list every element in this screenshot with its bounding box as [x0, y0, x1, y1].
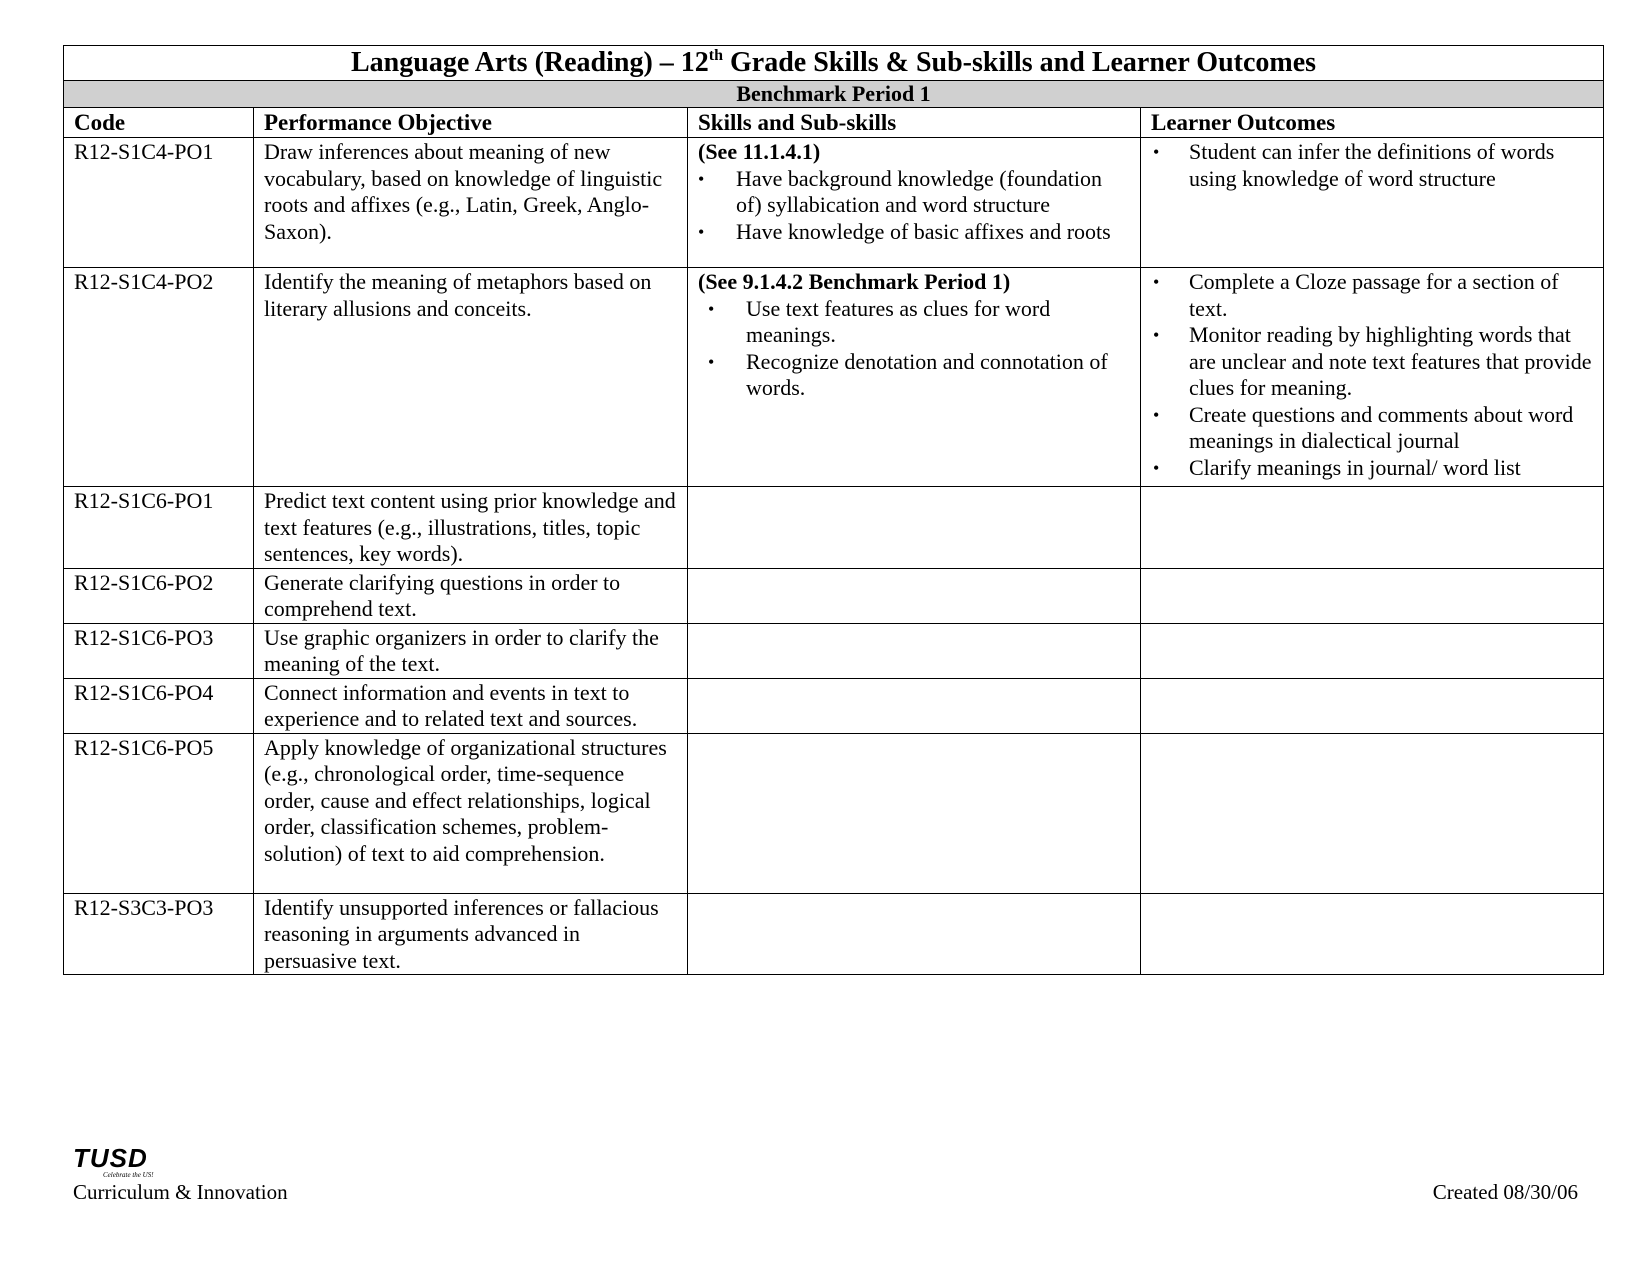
- table-row: [64, 678, 1604, 733]
- table-row: [64, 623, 1604, 678]
- code-cell: R12-S1C6-PO1: [64, 487, 254, 569]
- table-row: [64, 733, 1604, 893]
- period-row: [64, 81, 1604, 108]
- page-title: Language Arts (Reading) – 12th Grade Skills & Sub-skills and Learner Outcomes: [64, 46, 1604, 81]
- objective-cell: Apply knowledge of organizational structures (e.g., chronological order, time-sequence order, cause and effect relationships, logical order, classification schemes, problem-solution) of text to aid comprehension.: [254, 733, 688, 893]
- outcomes-cell: [1141, 623, 1604, 678]
- skills-cell: [688, 623, 1141, 678]
- logo-tagline: Celebrate the US!: [103, 1171, 154, 1179]
- skills-reference: (See 11.1.4.1): [698, 139, 821, 164]
- objective-cell: Connect information and events in text to experience and to related text and sources.: [254, 678, 688, 733]
- objective-cell: Generate clarifying questions in order to comprehend text.: [254, 568, 688, 623]
- objective-cell: Identify the meaning of metaphors based on literary allusions and conceits.: [254, 268, 688, 487]
- footer-department: Curriculum & Innovation: [73, 1180, 288, 1204]
- objective-cell: Identify unsupported inferences or fallacious reasoning in arguments advanced in persuasive text.: [254, 893, 688, 975]
- logo-text: TUSD: [73, 1143, 148, 1173]
- benchmark-period: Benchmark Period 1: [64, 81, 1604, 108]
- col-header-code: Code: [64, 108, 254, 138]
- code-cell: R12-S1C6-PO4: [64, 678, 254, 733]
- skills-list: [698, 296, 1130, 402]
- code-cell: R12-S1C4-PO1: [64, 138, 254, 268]
- table-row: [64, 487, 1604, 569]
- objective-cell: Use graphic organizers in order to clarify the meaning of the text.: [254, 623, 688, 678]
- skills-cell: [688, 268, 1141, 487]
- code-cell: R12-S1C6-PO3: [64, 623, 254, 678]
- title-row: [64, 46, 1604, 81]
- skills-cell: [688, 893, 1141, 975]
- outcomes-cell: [1141, 893, 1604, 975]
- outcomes-cell: [1141, 487, 1604, 569]
- header-row: [64, 108, 1604, 138]
- skill-item: • Use text features as clues for word meanings.: [698, 296, 1130, 349]
- outcome-item: • Monitor reading by highlighting words that are unclear and note text features that provide clues for meaning.: [1151, 322, 1593, 402]
- table-row: [64, 268, 1604, 487]
- table-row: [64, 893, 1604, 975]
- objective-cell: Predict text content using prior knowledge and text features (e.g., illustrations, titles, topic sentences, key words).: [254, 487, 688, 569]
- table-row: [64, 138, 1604, 268]
- code-cell: R12-S1C4-PO2: [64, 268, 254, 487]
- skill-item: • Have knowledge of basic affixes and roots: [698, 219, 1130, 246]
- table-row: [64, 568, 1604, 623]
- col-header-outcomes: Learner Outcomes: [1141, 108, 1604, 138]
- col-header-skills: Skills and Sub-skills: [688, 108, 1141, 138]
- outcomes-list: [1151, 269, 1593, 481]
- skill-item: • Recognize denotation and connotation of words.: [698, 349, 1130, 402]
- skills-cell: [688, 568, 1141, 623]
- outcome-item: • Clarify meanings in journal/ word list: [1151, 455, 1593, 482]
- outcome-item: • Student can infer the definitions of words using knowledge of word structure: [1151, 139, 1593, 192]
- outcome-item: • Complete a Cloze passage for a section of text.: [1151, 269, 1593, 322]
- outcomes-cell: [1141, 268, 1604, 487]
- code-cell: R12-S3C3-PO3: [64, 893, 254, 975]
- outcomes-list: [1151, 139, 1593, 192]
- col-header-objective: Performance Objective: [254, 108, 688, 138]
- skills-cell: [688, 138, 1141, 268]
- objective-cell: Draw inferences about meaning of new vocabulary, based on knowledge of linguistic roots and affixes (e.g., Latin, Greek, Anglo-Saxon).: [254, 138, 688, 268]
- skills-cell: [688, 487, 1141, 569]
- outcomes-cell: [1141, 733, 1604, 893]
- skills-cell: [688, 733, 1141, 893]
- curriculum-table: [63, 45, 1604, 975]
- title-superscript: th: [708, 47, 724, 64]
- skills-reference: (See 9.1.4.2 Benchmark Period 1): [698, 269, 1011, 294]
- skills-cell: [688, 678, 1141, 733]
- skill-item: • Have background knowledge (foundation of) syllabication and word structure: [698, 166, 1130, 219]
- code-cell: R12-S1C6-PO2: [64, 568, 254, 623]
- outcome-item: • Create questions and comments about word meanings in dialectical journal: [1151, 402, 1593, 455]
- outcomes-cell: [1141, 568, 1604, 623]
- outcomes-cell: [1141, 138, 1604, 268]
- skills-list: [698, 166, 1130, 246]
- footer-created-date: Created 08/30/06: [1432, 1180, 1578, 1204]
- outcomes-cell: [1141, 678, 1604, 733]
- code-cell: R12-S1C6-PO5: [64, 733, 254, 893]
